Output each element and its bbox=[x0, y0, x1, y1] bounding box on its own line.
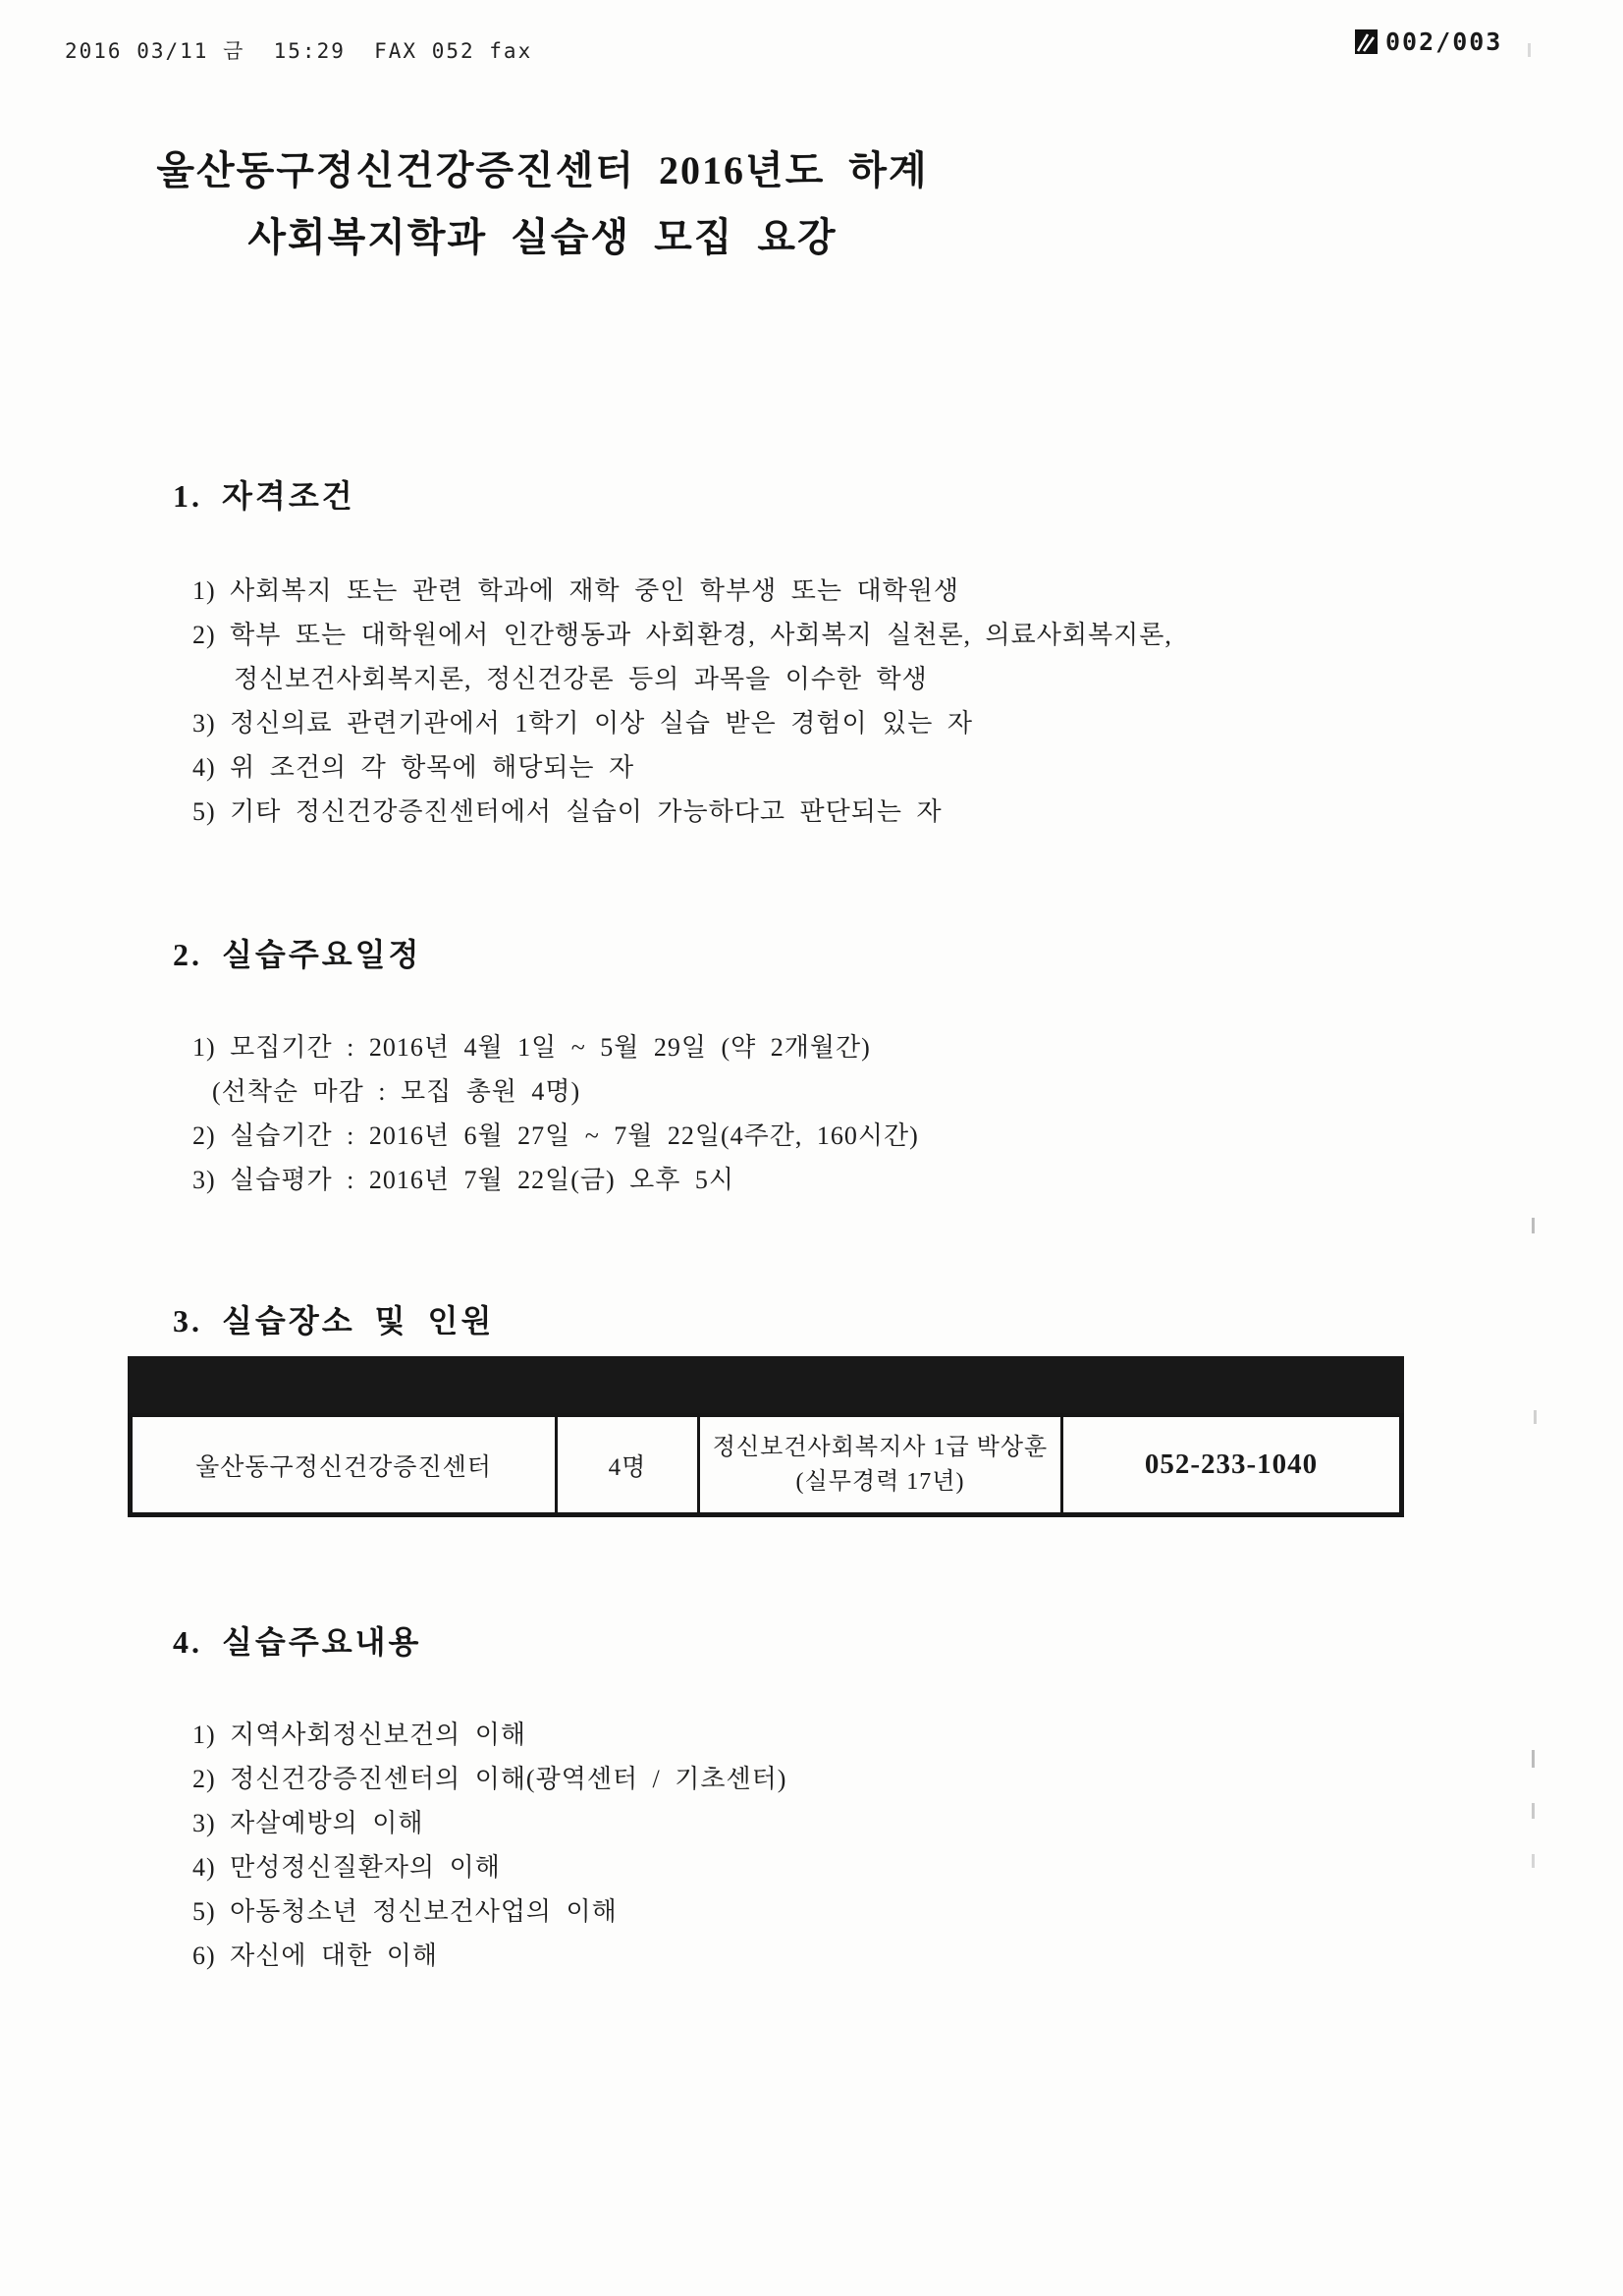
cell-phone: 052-233-1040 bbox=[1060, 1417, 1399, 1512]
cell-capacity: 4명 bbox=[555, 1417, 697, 1512]
cell-supervisor bbox=[697, 1417, 1060, 1512]
list-item: 4) 위 조건의 각 항목에 해당되는 자 bbox=[192, 753, 635, 782]
table-header-black-band bbox=[128, 1356, 1404, 1413]
page-indicator-text: 002/003 bbox=[1385, 27, 1503, 56]
list-item: 3) 실습평가 : 2016년 7월 22일(금) 오후 5시 bbox=[192, 1166, 734, 1194]
section-3-heading: 3. 실습장소 및 인원 bbox=[173, 1303, 495, 1339]
list-item-continuation: 정신보건사회복지론, 정신건강론 등의 과목을 이수한 학생 bbox=[234, 665, 928, 693]
title-line-2: 사회복지학과 실습생 모집 요강 bbox=[247, 215, 838, 259]
scan-artifact bbox=[1528, 43, 1531, 57]
title-line-1: 울산동구정신건강증진센터 2016년도 하계 bbox=[156, 148, 929, 192]
list-item: 4) 만성정신질환자의 이해 bbox=[192, 1853, 501, 1882]
list-item: 3) 자살예방의 이해 bbox=[192, 1809, 424, 1837]
section-1-items bbox=[192, 569, 1172, 834]
list-item: 6) 자신에 대한 이해 bbox=[192, 1941, 438, 1970]
list-item: 1) 사회복지 또는 관련 학과에 재학 중인 학부생 또는 대학원생 bbox=[192, 576, 959, 605]
scan-artifact bbox=[1532, 1750, 1535, 1768]
supervisor-line-1: 정신보건사회복지사 1급 박상훈 bbox=[712, 1434, 1049, 1460]
scan-artifact bbox=[1532, 1854, 1535, 1868]
list-item: 3) 정신의료 관련기관에서 1학기 이상 실습 받은 경험이 있는 자 bbox=[192, 709, 973, 738]
supervisor-line-2: (실무경력 17년) bbox=[795, 1468, 965, 1495]
scan-artifact bbox=[1532, 1803, 1535, 1819]
list-item: 1) 지역사회정신보건의 이해 bbox=[192, 1721, 526, 1749]
section-4-heading: 4. 실습주요내용 bbox=[173, 1624, 422, 1660]
fax-page-icon bbox=[1354, 28, 1379, 55]
list-item: 5) 아동청소년 정신보건사업의 이해 bbox=[192, 1897, 618, 1926]
list-item: 2) 실습기간 : 2016년 6월 27일 ~ 7월 22일(4주간, 160시간) bbox=[192, 1121, 919, 1150]
scan-artifact bbox=[1534, 1410, 1537, 1424]
list-item-continuation: (선착순 마감 : 모집 총원 4명) bbox=[212, 1077, 581, 1106]
scan-artifact bbox=[1532, 1218, 1535, 1233]
section-2-items bbox=[192, 1025, 919, 1202]
document-title bbox=[0, 137, 1085, 271]
page-indicator bbox=[1354, 27, 1502, 56]
section-4-items bbox=[192, 1713, 786, 1978]
table-row bbox=[128, 1413, 1404, 1517]
fax-timestamp: 2016 03/11 금 15:29 FAX 052 fax bbox=[65, 39, 533, 63]
section-2-heading: 2. 실습주요일정 bbox=[173, 937, 422, 972]
list-item: 5) 기타 정신건강증진센터에서 실습이 가능하다고 판단되는 자 bbox=[192, 797, 943, 826]
placement-table bbox=[128, 1356, 1404, 1517]
list-item: 1) 모집기간 : 2016년 4월 1일 ~ 5월 29일 (약 2개월간) bbox=[192, 1033, 871, 1062]
cell-center-name: 울산동구정신건강증진센터 bbox=[195, 1453, 492, 1481]
section-1-heading: 1. 자격조건 bbox=[173, 478, 355, 514]
list-item: 2) 정신건강증진센터의 이해(광역센터 / 기초센터) bbox=[192, 1765, 787, 1793]
list-item: 2) 학부 또는 대학원에서 인간행동과 사회환경, 사회복지 실천론, 의료사회복지론, bbox=[192, 621, 1172, 649]
